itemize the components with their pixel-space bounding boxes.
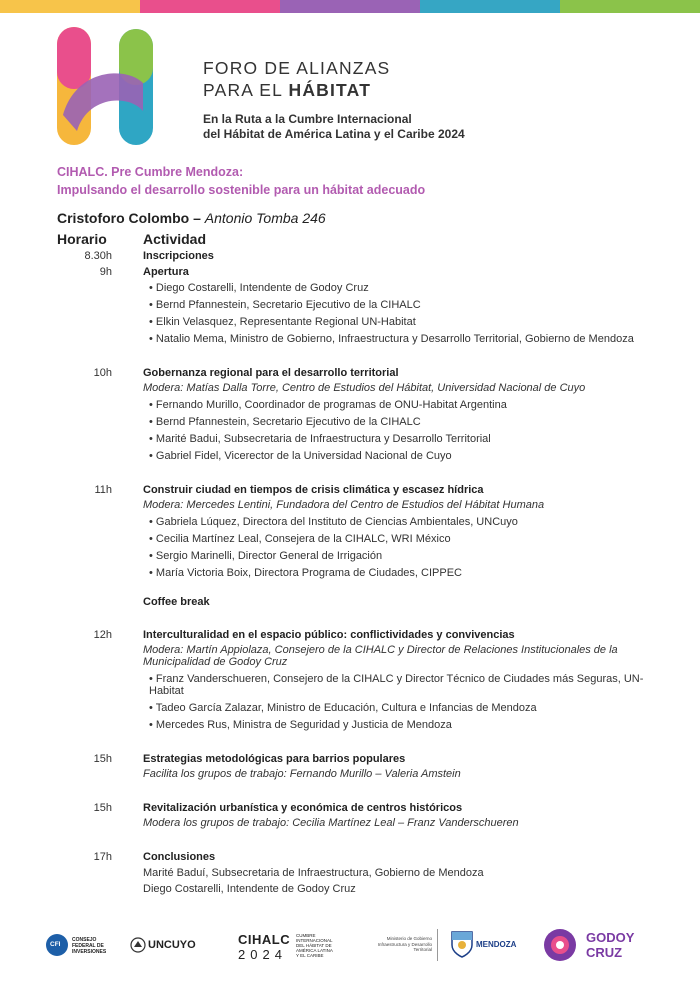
ministerio-label: Ministerio de Gobierno Infraestructura y Desarrollo Territorial [377, 936, 432, 952]
uncuyo-logo: UNCUYO [148, 939, 196, 951]
speaker-item: • Marité Badui, Subsecretaria de Infraestructura y Desarrollo Territorial [149, 433, 491, 445]
mendoza-shield-icon [450, 929, 474, 959]
session-moderator: Facilita los grupos de trabajo: Fernando Murillo – Valeria Amstein [143, 768, 461, 780]
session-time: 17h [93, 851, 112, 863]
program-session [0, 482, 700, 582]
godoy-cruz-logo-mark [542, 928, 578, 962]
session-moderator: Modera los grupos de trabajo: Cecilia Martínez Leal – Franz Vanderschueren [143, 817, 519, 829]
conclusion-speaker: Marité Baduí, Subsecretaria de Infraestructura, Gobierno de Mendoza [143, 867, 484, 879]
session-time: 8.30h [84, 250, 112, 262]
sponsor-footer [0, 920, 700, 970]
session-title: Construir ciudad en tiempos de crisis climática y escasez hídrica [143, 484, 484, 496]
subtitle-line1: En la Ruta a la Cumbre Internacional [203, 112, 412, 126]
event-subtitle: Impulsando el desarrollo sostenible para un hábitat adecuado [57, 183, 426, 197]
speaker-item: • Tadeo García Zalazar, Ministro de Educación, Cultura e Infancias de Mendoza [149, 702, 537, 714]
topbar-teal [420, 0, 560, 13]
speaker-item: • Gabriel Fidel, Vicerector de la Universidad Nacional de Cuyo [149, 450, 452, 462]
subtitle-line2: del Hábitat de América Latina y el Caribe 2024 [203, 127, 465, 141]
session-moderator: Modera: Matías Dalla Torre, Centro de Estudios del Hábitat, Universidad Nacional de Cuyo [143, 382, 586, 394]
speaker-item: • Bernd Pfannestein, Secretario Ejecutivo de la CIHALC [149, 416, 421, 428]
brand-prefix: PARA EL [203, 80, 289, 100]
speaker-item: • Mercedes Rus, Ministra de Seguridad y Justicia de Mendoza [149, 719, 452, 731]
session-title: Conclusiones [143, 851, 216, 863]
cihalc-logo-description: CUMBRE INTERNACIONAL DEL HÁBITAT DE AMÉRICA LATINA Y EL CARIBE [296, 933, 333, 958]
session-title: Revitalización urbanística y económica de centros históricos [143, 802, 463, 814]
program-session [0, 365, 700, 465]
speaker-item: • Sergio Marinelli, Director General de Irrigación [149, 550, 383, 562]
brand-bold: HÁBITAT [288, 80, 372, 100]
speaker-item: • Natalio Mema, Ministro de Gobierno, Infraestructura y Desarrollo Territorial, Gobierno de Mendoza [149, 333, 634, 345]
speaker-item: • Bernd Pfannestein, Secretario Ejecutivo de la CIHALC [149, 299, 421, 311]
session-moderator: Modera: Mercedes Lentini, Fundadora del Centro de Estudios del Hábitat Humana [143, 499, 545, 511]
cihalc-logo-name: CIHALC [238, 932, 291, 947]
venue-address: Antonio Tomba 246 [204, 210, 326, 226]
session-title: Interculturalidad en el espacio público: conflictividades y convivencias [143, 629, 515, 641]
speaker-item: • Franz Vanderschueren, Consejero de la CIHALC y Director Técnico de Ciudades más Seguras, UN-Habitat [149, 673, 644, 697]
session-moderator: Modera: Martín Appiolaza, Consejero de la CIHALC y Director de Relaciones Institucionales de la Municipalidad de Godoy Cruz [143, 644, 618, 668]
foro-h-logo [57, 27, 157, 147]
speaker-item: • Diego Costarelli, Intendente de Godoy Cruz [149, 282, 369, 294]
speaker-item: • Fernando Murillo, Coordinador de programas de ONU-Habitat Argentina [149, 399, 507, 411]
column-header-activity: Actividad [143, 231, 207, 247]
godoy-cruz-logo-line2: CRUZ [586, 945, 623, 960]
speaker-item: • Gabriela Lúquez, Directora del Instituto de Ciencias Ambientales, UNCuyo [149, 516, 518, 528]
venue-name: Cristoforo Colombo – [57, 210, 205, 226]
column-header-time: Horario [57, 231, 107, 247]
topbar-purple [280, 0, 420, 13]
uncuyo-logo-mark [130, 937, 146, 953]
coffee-break-label: Coffee break [143, 596, 210, 608]
session-title: Gobernanza regional para el desarrollo territorial [143, 367, 399, 379]
speaker-item: • María Victoria Boix, Directora Programa de Ciudades, CIPPEC [149, 567, 462, 579]
speaker-item: • Cecilia Martínez Leal, Consejera de la CIHALC, WRI México [149, 533, 451, 545]
topbar-yellow [0, 0, 140, 13]
program-session [0, 849, 700, 897]
brand-title-line1: FORO DE ALIANZAS [203, 58, 391, 78]
speaker-item: • Elkin Velasquez, Representante Regional UN-Habitat [149, 316, 416, 328]
session-time: 12h [93, 629, 112, 641]
session-time: 9h [99, 266, 112, 278]
session-time: 15h [93, 802, 112, 814]
program-session [0, 264, 700, 348]
session-time: 11h [94, 484, 112, 496]
program-list [0, 248, 700, 897]
session-time: 15h [93, 753, 112, 765]
topbar-pink [140, 0, 280, 13]
coffee-break [0, 594, 700, 610]
program-session [0, 800, 700, 832]
program-session [0, 627, 700, 734]
godoy-cruz-logo-line1: GODOY [586, 930, 635, 945]
topbar-green [560, 0, 700, 13]
session-title: Estrategias metodológicas para barrios populares [143, 753, 406, 765]
event-title: CIHALC. Pre Cumbre Mendoza: [57, 165, 244, 179]
mendoza-logo: MENDOZA [476, 940, 517, 949]
program-session [0, 751, 700, 783]
conclusion-speaker: Diego Costarelli, Intendente de Godoy Cruz [143, 883, 356, 895]
venue [57, 210, 326, 226]
cihalc-logo-year: 2024 [238, 947, 287, 962]
session-title: Inscripciones [143, 250, 214, 262]
footer-divider [437, 929, 438, 961]
session-title: Apertura [143, 266, 189, 278]
session-time: 10h [93, 367, 112, 379]
top-color-bar [0, 0, 700, 13]
brand-title-line2 [203, 80, 371, 101]
cfi-logo-label: CONSEJO FEDERAL DE INVERSIONES [72, 937, 107, 955]
program-session [0, 248, 700, 264]
cfi-logo-text: CFI [50, 941, 61, 948]
